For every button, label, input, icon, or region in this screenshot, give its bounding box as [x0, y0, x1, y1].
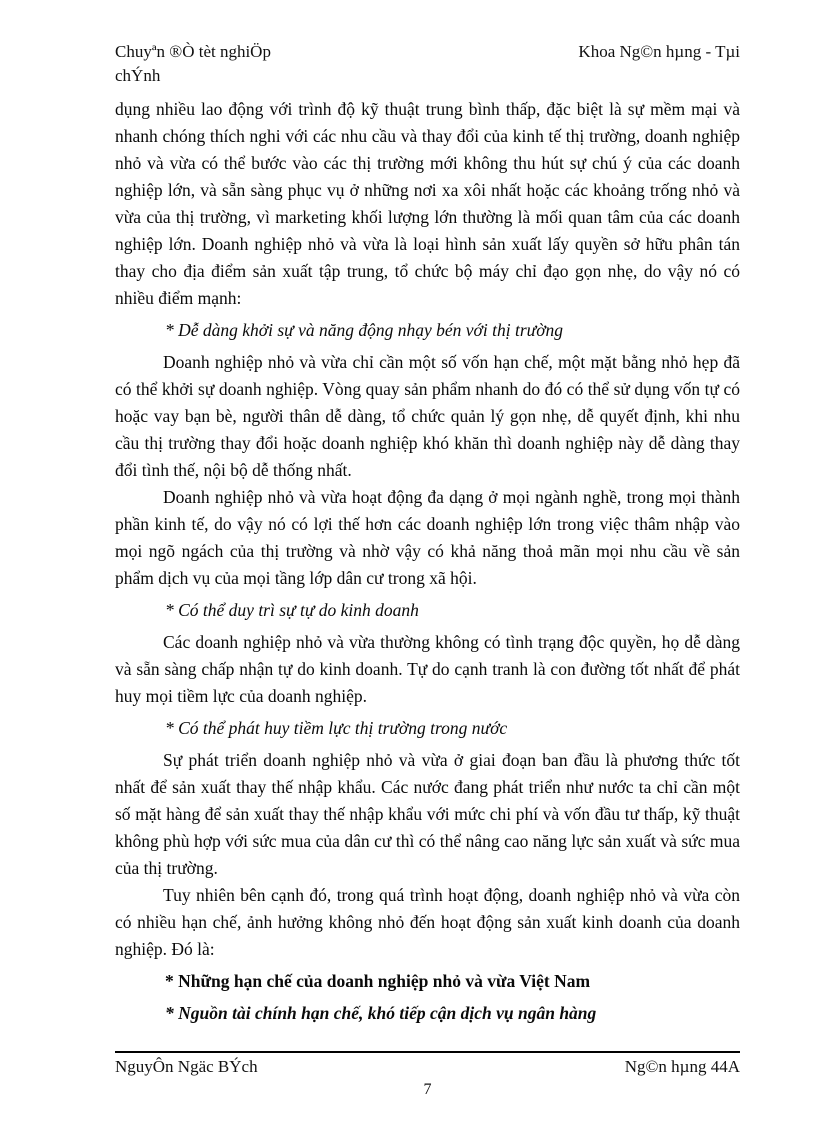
paragraph: Sự phát triển doanh nghiệp nhỏ và vừa ở giai đoạn ban đầu là phương thức tốt nhất để sản xuất thay thế nhập khẩu. Các nước đang phát triển như nước ta chỉ cần một số mặt hàng để sản xuất thay thế nhập khẩu với mức chi phí và vốn đầu tư thấp, kỹ thuật không phù hợp với sức mua của dân cư thì có thể nâng cao năng lực sản xuất và sức mua của thị trường.: [115, 750, 740, 878]
italic-subheading: * Có thể duy trì sự tự do kinh doanh: [165, 600, 419, 620]
page-footer: [115, 1051, 740, 1101]
italic-subheading: * Dễ dàng khởi sự và năng động nhạy bén với thị trường: [165, 320, 564, 340]
bold-italic-subheading: * Nguồn tài chính hạn chế, khó tiếp cận dịch vụ ngân hàng: [165, 1003, 597, 1023]
page-number: 7: [423, 1081, 432, 1098]
footer-line: [115, 1056, 740, 1078]
italic-subheading: * Có thể phát huy tiềm lực thị trường trong nước: [165, 718, 508, 738]
paragraph: Doanh nghiệp nhỏ và vừa chỉ cần một số vốn hạn chế, một mặt bằng nhỏ hẹp đã có thể khởi sự doanh nghiệp. Vòng quay sản phẩm nhanh do đó có thể sử dụng vốn tự có hoặc vay bạn bè, người thân dễ dàng, tổ chức quản lý gọn nhẹ, dễ quyết định, khi nhu cầu thị trường thay đổi hoặc doanh nghiệp khó khăn thì doanh nghiệp này dễ dàng thay đổi tình thế, nội bộ dễ thống nhất.: [115, 352, 740, 480]
paragraph: Tuy nhiên bên cạnh đó, trong quá trình hoạt động, doanh nghiệp nhỏ và vừa còn có nhiều hạn chế, ảnh hưởng không nhỏ đến hoạt động sản xuất kinh doanh của doanh nghiệp. Đó là:: [115, 885, 740, 959]
document-body: [115, 96, 740, 1027]
page-header: [115, 40, 740, 88]
header-line: [115, 40, 740, 64]
footer-class-text: Ng©n hµng 44A: [624, 1057, 740, 1076]
bold-heading: * Những hạn chế của doanh nghiệp nhỏ và vừa Việt Nam: [165, 971, 591, 991]
paragraph: Doanh nghiệp nhỏ và vừa hoạt động đa dạng ở mọi ngành nghề, trong mọi thành phần kinh tế, do vậy nó có lợi thế hơn các doanh nghiệp lớn trong việc thâm nhập vào mọi ngõ ngách của thị trường và nhờ vậy có khả năng thoả mãn mọi nhu cầu về sản phẩm dịch vụ của mọi tầng lớp dân cư trong xã hội.: [115, 487, 740, 588]
paragraph-continued: dụng nhiều lao động với trình độ kỹ thuật trung bình thấp, đặc biệt là sự mềm mại và nhanh chóng thích nghi với các nhu cầu và thay đổi của kinh tế thị trường, doanh nghiệp nhỏ và vừa có thể bước vào các thị trường mới không thu hút sự chú ý của các doanh nghiệp lớn, và sẵn sàng phục vụ ở những nơi xa xôi nhất hoặc các khoảng trống nhỏ và vừa của thị trường, vì marketing khối lượng lớn thường là mối quan tâm của các doanh nghiệp lớn. Doanh nghiệp nhỏ và vừa là loại hình sản xuất lấy quyền sở hữu phân tán thay cho địa điểm sản xuất tập trung, tổ chức bộ máy chỉ đạo gọn nhẹ, do vậy nó có nhiều điểm mạnh:: [115, 99, 740, 308]
footer-author-text: NguyÔn Ngäc BÝch: [115, 1057, 258, 1076]
header-right-text: Khoa Ng©n hµng - Tµi: [578, 42, 740, 61]
paragraph: Các doanh nghiệp nhỏ và vừa thường không có tình trạng độc quyền, họ dễ dàng và sẵn sàng chấp nhận tự do kinh doanh. Tự do cạnh tranh là con đường tốt nhất để phát huy mọi tiềm lực của doanh nghiệp.: [115, 632, 740, 706]
header-wrapped-text: chÝnh: [115, 66, 161, 85]
header-left-text: Chuyªn ®Ò tèt nghiÖp: [115, 42, 271, 61]
